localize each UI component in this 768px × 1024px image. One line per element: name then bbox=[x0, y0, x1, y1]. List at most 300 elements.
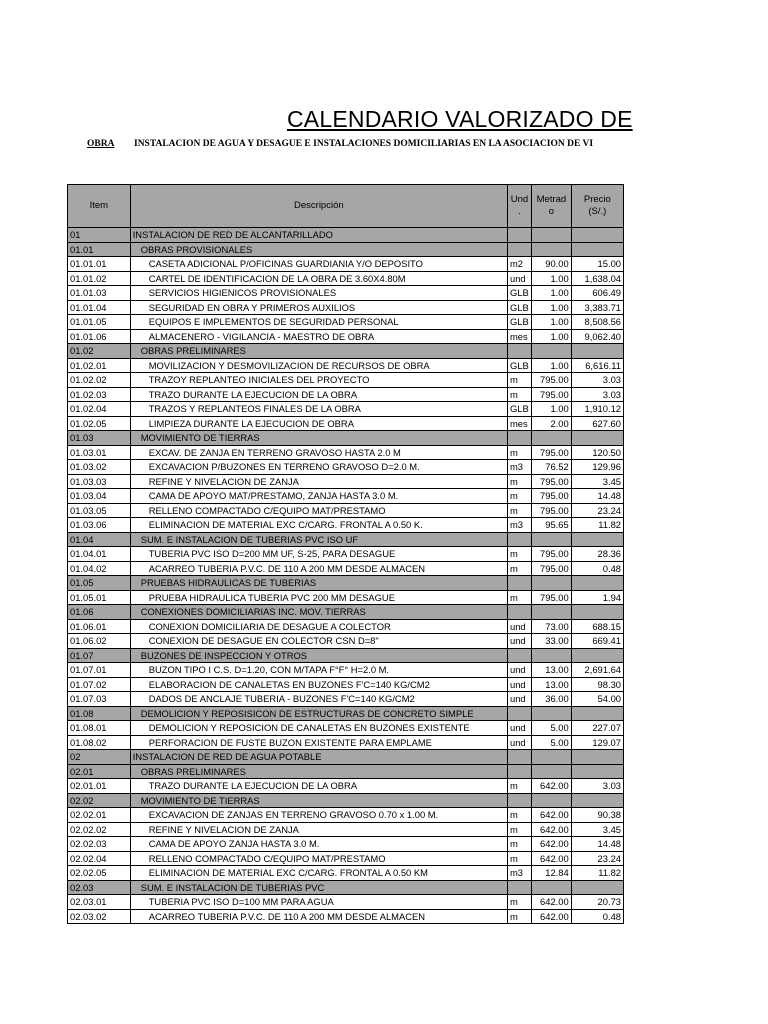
description-cell: RELLENO COMPACTADO C/EQUIPO MAT/PRESTAMO bbox=[130, 851, 507, 866]
precio-cell: 90.38 bbox=[571, 808, 623, 823]
unit-cell: m bbox=[507, 808, 531, 823]
description-cell: TRAZOS Y REPLANTEOS FINALES DE LA OBRA bbox=[130, 402, 507, 417]
table-row bbox=[68, 692, 624, 707]
description-cell: SUM. E INSTALACION DE TUBERIAS PVC bbox=[130, 880, 507, 895]
unit-cell bbox=[507, 648, 531, 663]
precio-cell: 23.24 bbox=[571, 503, 623, 518]
table-row bbox=[68, 561, 624, 576]
item-cell: 02.01 bbox=[68, 764, 131, 779]
metrado-cell bbox=[532, 228, 572, 243]
metrado-cell bbox=[532, 532, 572, 547]
precio-cell: 3.03 bbox=[571, 387, 623, 402]
unit-cell: m bbox=[507, 561, 531, 576]
description-cell: CONEXIONES DOMICILIARIAS INC. MOV. TIERRAS bbox=[130, 605, 507, 620]
metrado-cell bbox=[532, 431, 572, 446]
item-cell: 02.03.02 bbox=[68, 909, 131, 924]
metrado-cell: 1.00 bbox=[532, 300, 572, 315]
table-body bbox=[68, 228, 624, 924]
item-cell: 01.04 bbox=[68, 532, 131, 547]
table-row bbox=[68, 808, 624, 823]
unit-cell bbox=[507, 750, 531, 765]
table-group-row bbox=[68, 793, 624, 808]
unit-cell bbox=[507, 764, 531, 779]
item-cell: 01.01.04 bbox=[68, 300, 131, 315]
metrado-cell bbox=[532, 764, 572, 779]
item-cell: 01.07.01 bbox=[68, 663, 131, 678]
unit-cell: m bbox=[507, 909, 531, 924]
description-cell: TUBERIA PVC ISO D=100 MM PARA AGUA bbox=[130, 895, 507, 910]
table-row bbox=[68, 445, 624, 460]
description-cell: ACARREO TUBERIA P.V.C. DE 110 A 200 MM DESDE ALMACEN bbox=[130, 909, 507, 924]
table-row bbox=[68, 590, 624, 605]
item-cell: 01.02 bbox=[68, 344, 131, 359]
precio-cell: 9,062.40 bbox=[571, 329, 623, 344]
table-row bbox=[68, 315, 624, 330]
table-row bbox=[68, 547, 624, 562]
table-row bbox=[68, 895, 624, 910]
item-cell: 02.02.04 bbox=[68, 851, 131, 866]
unit-cell: m bbox=[507, 837, 531, 852]
description-cell: PERFORACION DE FUSTE BUZON EXISTENTE PARA EMPLAME bbox=[130, 735, 507, 750]
precio-cell: 3,383.71 bbox=[571, 300, 623, 315]
document-title: CALENDARIO VALORIZADO DE bbox=[287, 106, 633, 132]
precio-cell: 669.41 bbox=[571, 634, 623, 649]
unit-cell: m bbox=[507, 445, 531, 460]
table-row bbox=[68, 402, 624, 417]
table-group-row bbox=[68, 344, 624, 359]
precio-cell: 11.82 bbox=[571, 866, 623, 881]
unit-cell: m bbox=[507, 489, 531, 504]
precio-cell: 15.00 bbox=[571, 257, 623, 272]
description-cell: EXCAVACION P/BUZONES EN TERRENO GRAVOSO D=2.0 M. bbox=[130, 460, 507, 475]
item-cell: 01.06.01 bbox=[68, 619, 131, 634]
unit-cell: m3 bbox=[507, 518, 531, 533]
precio-cell: 120.50 bbox=[571, 445, 623, 460]
table-row bbox=[68, 619, 624, 634]
unit-cell: m3 bbox=[507, 460, 531, 475]
unit-cell bbox=[507, 344, 531, 359]
description-cell: OBRAS PRELIMINARES bbox=[130, 764, 507, 779]
unit-cell bbox=[507, 228, 531, 243]
precio-cell bbox=[571, 344, 623, 359]
budget-table bbox=[67, 184, 624, 924]
metrado-cell: 795.00 bbox=[532, 561, 572, 576]
item-cell: 01 bbox=[68, 228, 131, 243]
description-cell: MOVILIZACION Y DESMOVILIZACION DE RECURSOS DE OBRA bbox=[130, 358, 507, 373]
unit-cell: und bbox=[507, 634, 531, 649]
metrado-cell: 1.00 bbox=[532, 315, 572, 330]
item-cell: 01.01 bbox=[68, 242, 131, 257]
metrado-cell: 642.00 bbox=[532, 909, 572, 924]
table-group-row bbox=[68, 532, 624, 547]
description-cell: ACARREO TUBERIA P.V.C. DE 110 A 200 MM DESDE ALMACEN bbox=[130, 561, 507, 576]
precio-cell bbox=[571, 750, 623, 765]
precio-cell bbox=[571, 764, 623, 779]
unit-cell: und bbox=[507, 271, 531, 286]
unit-cell: und bbox=[507, 663, 531, 678]
metrado-cell: 36.00 bbox=[532, 692, 572, 707]
precio-cell: 1,638.04 bbox=[571, 271, 623, 286]
unit-cell: m bbox=[507, 779, 531, 794]
table-header bbox=[68, 185, 624, 228]
metrado-cell: 12.84 bbox=[532, 866, 572, 881]
unit-cell bbox=[507, 431, 531, 446]
header-item: Item bbox=[68, 185, 131, 228]
unit-cell: und bbox=[507, 692, 531, 707]
item-cell: 01.05.01 bbox=[68, 590, 131, 605]
metrado-cell: 13.00 bbox=[532, 663, 572, 678]
metrado-cell: 795.00 bbox=[532, 373, 572, 388]
metrado-cell: 795.00 bbox=[532, 489, 572, 504]
metrado-cell bbox=[532, 793, 572, 808]
unit-cell: und bbox=[507, 619, 531, 634]
item-cell: 01.03 bbox=[68, 431, 131, 446]
metrado-cell bbox=[532, 648, 572, 663]
item-cell: 02.02 bbox=[68, 793, 131, 808]
description-cell: CONEXION DE DESAGUE EN COLECTOR CSN D=8" bbox=[130, 634, 507, 649]
table-group-row bbox=[68, 648, 624, 663]
unit-cell: und bbox=[507, 735, 531, 750]
item-cell: 01.01.01 bbox=[68, 257, 131, 272]
description-cell: TUBERIA PVC ISO D=200 MM UF, S-25, PARA DESAGUE bbox=[130, 547, 507, 562]
description-cell: DEMOLICION Y REPOSICION DE CANALETAS EN BUZONES EXISTENTE bbox=[130, 721, 507, 736]
item-cell: 01.02.03 bbox=[68, 387, 131, 402]
precio-cell bbox=[571, 648, 623, 663]
precio-cell: 1,910.12 bbox=[571, 402, 623, 417]
description-cell: EXCAVACION DE ZANJAS EN TERRENO GRAVOSO 0.70 x 1.00 M. bbox=[130, 808, 507, 823]
description-cell: TRAZOY REPLANTEO INICIALES DEL PROYECTO bbox=[130, 373, 507, 388]
unit-cell: m3 bbox=[507, 866, 531, 881]
description-cell: RELLENO COMPACTADO C/EQUIPO MAT/PRESTAMO bbox=[130, 503, 507, 518]
description-cell: DEMOLICION Y REPOSISICON DE ESTRUCTURAS DE CONCRETO SIMPLE bbox=[130, 706, 507, 721]
description-cell: ELIMINACION DE MATERIAL EXC C/CARG. FRONTAL A 0.50 KM bbox=[130, 866, 507, 881]
precio-cell: 8,508.56 bbox=[571, 315, 623, 330]
item-cell: 01.04.02 bbox=[68, 561, 131, 576]
description-cell: INSTALACION DE RED DE ALCANTARILLADO bbox=[130, 228, 507, 243]
table-row bbox=[68, 779, 624, 794]
table-row bbox=[68, 822, 624, 837]
unit-cell: m bbox=[507, 474, 531, 489]
item-cell: 01.03.04 bbox=[68, 489, 131, 504]
metrado-cell: 795.00 bbox=[532, 445, 572, 460]
precio-cell: 129.07 bbox=[571, 735, 623, 750]
unit-cell: GLB bbox=[507, 300, 531, 315]
precio-cell bbox=[571, 242, 623, 257]
metrado-cell: 5.00 bbox=[532, 735, 572, 750]
table-row bbox=[68, 286, 624, 301]
item-cell: 01.03.05 bbox=[68, 503, 131, 518]
precio-cell: 2,691.64 bbox=[571, 663, 623, 678]
description-cell: OBRAS PROVISIONALES bbox=[130, 242, 507, 257]
metrado-cell: 795.00 bbox=[532, 503, 572, 518]
precio-cell bbox=[571, 431, 623, 446]
unit-cell: m bbox=[507, 895, 531, 910]
table-row bbox=[68, 329, 624, 344]
description-cell: SEGURIDAD EN OBRA Y PRIMEROS AUXILIOS bbox=[130, 300, 507, 315]
unit-cell bbox=[507, 242, 531, 257]
item-cell: 01.05 bbox=[68, 576, 131, 591]
table-row bbox=[68, 300, 624, 315]
item-cell: 01.03.03 bbox=[68, 474, 131, 489]
header-und: Und . bbox=[507, 185, 531, 228]
metrado-cell: 1.00 bbox=[532, 402, 572, 417]
item-cell: 01.03.01 bbox=[68, 445, 131, 460]
item-cell: 01.01.06 bbox=[68, 329, 131, 344]
item-cell: 01.01.02 bbox=[68, 271, 131, 286]
table-group-row bbox=[68, 431, 624, 446]
description-cell: BUZON TIPO I C.S. D=1.20, CON M/TAPA F°F° H=2.0 M. bbox=[130, 663, 507, 678]
precio-cell: 54.00 bbox=[571, 692, 623, 707]
description-cell: EXCAV. DE ZANJA EN TERRENO GRAVOSO HASTA 2.0 M bbox=[130, 445, 507, 460]
metrado-cell bbox=[532, 706, 572, 721]
item-cell: 01.02.02 bbox=[68, 373, 131, 388]
metrado-cell: 795.00 bbox=[532, 547, 572, 562]
table-row bbox=[68, 851, 624, 866]
table-row bbox=[68, 257, 624, 272]
table-group-row bbox=[68, 764, 624, 779]
description-cell: TRAZO DURANTE LA EJECUCION DE LA OBRA bbox=[130, 779, 507, 794]
item-cell: 02.02.05 bbox=[68, 866, 131, 881]
metrado-cell: 642.00 bbox=[532, 779, 572, 794]
description-cell: ELABORACION DE CANALETAS EN BUZONES F'C=140 KG/CM2 bbox=[130, 677, 507, 692]
precio-cell: 227.07 bbox=[571, 721, 623, 736]
item-cell: 01.02.01 bbox=[68, 358, 131, 373]
unit-cell: GLB bbox=[507, 402, 531, 417]
unit-cell: m bbox=[507, 373, 531, 388]
unit-cell: m bbox=[507, 387, 531, 402]
obra-value: INSTALACION DE AGUA Y DESAGUE E INSTALACIONES DOMICILIARIAS EN LA ASOCIACION DE VI bbox=[134, 139, 594, 149]
precio-cell bbox=[571, 880, 623, 895]
precio-cell: 688.15 bbox=[571, 619, 623, 634]
table-group-row bbox=[68, 576, 624, 591]
description-cell: ELIMINACION DE MATERIAL EXC C/CARG. FRONTAL A 0.50 K. bbox=[130, 518, 507, 533]
unit-cell: m bbox=[507, 547, 531, 562]
precio-cell: 1.94 bbox=[571, 590, 623, 605]
metrado-cell: 1.00 bbox=[532, 358, 572, 373]
metrado-cell: 795.00 bbox=[532, 590, 572, 605]
metrado-cell: 642.00 bbox=[532, 895, 572, 910]
metrado-cell: 90.00 bbox=[532, 257, 572, 272]
table-group-row bbox=[68, 228, 624, 243]
item-cell: 01.03.02 bbox=[68, 460, 131, 475]
item-cell: 02.03.01 bbox=[68, 895, 131, 910]
item-cell: 01.07 bbox=[68, 648, 131, 663]
precio-cell: 14.48 bbox=[571, 489, 623, 504]
description-cell: CASETA ADICIONAL P/OFICINAS GUARDIANIA Y/O DEPOSITO bbox=[130, 257, 507, 272]
item-cell: 02.02.01 bbox=[68, 808, 131, 823]
precio-cell bbox=[571, 793, 623, 808]
precio-cell: 98.30 bbox=[571, 677, 623, 692]
description-cell: TRAZO DURANTE LA EJECUCION DE LA OBRA bbox=[130, 387, 507, 402]
precio-cell bbox=[571, 532, 623, 547]
item-cell: 01.06 bbox=[68, 605, 131, 620]
precio-cell bbox=[571, 228, 623, 243]
metrado-cell: 1.00 bbox=[532, 329, 572, 344]
unit-cell: m2 bbox=[507, 257, 531, 272]
metrado-cell: 76.52 bbox=[532, 460, 572, 475]
metrado-cell bbox=[532, 605, 572, 620]
table-row bbox=[68, 909, 624, 924]
header-metrado: Metrad o bbox=[532, 185, 572, 228]
unit-cell: und bbox=[507, 721, 531, 736]
metrado-cell: 2.00 bbox=[532, 416, 572, 431]
item-cell: 01.01.05 bbox=[68, 315, 131, 330]
table-row bbox=[68, 474, 624, 489]
item-cell: 02.02.03 bbox=[68, 837, 131, 852]
unit-cell bbox=[507, 532, 531, 547]
description-cell: CAMA DE APOYO ZANJA HASTA 3.0 M. bbox=[130, 837, 507, 852]
unit-cell bbox=[507, 880, 531, 895]
unit-cell: GLB bbox=[507, 315, 531, 330]
table-row bbox=[68, 503, 624, 518]
unit-cell bbox=[507, 706, 531, 721]
unit-cell bbox=[507, 576, 531, 591]
metrado-cell: 642.00 bbox=[532, 851, 572, 866]
precio-cell: 11.82 bbox=[571, 518, 623, 533]
metrado-cell: 642.00 bbox=[532, 822, 572, 837]
precio-cell: 0.48 bbox=[571, 561, 623, 576]
unit-cell: GLB bbox=[507, 286, 531, 301]
table-group-row bbox=[68, 750, 624, 765]
table-row bbox=[68, 373, 624, 388]
precio-cell: 3.45 bbox=[571, 474, 623, 489]
description-cell: PRUEBA HIDRAULICA TUBERIA PVC 200 MM DESAGUE bbox=[130, 590, 507, 605]
metrado-cell: 795.00 bbox=[532, 474, 572, 489]
precio-cell: 129.96 bbox=[571, 460, 623, 475]
description-cell: MOVIMIENTO DE TIERRAS bbox=[130, 793, 507, 808]
precio-cell bbox=[571, 605, 623, 620]
item-cell: 01.08.02 bbox=[68, 735, 131, 750]
table-row bbox=[68, 518, 624, 533]
item-cell: 01.02.04 bbox=[68, 402, 131, 417]
item-cell: 01.08.01 bbox=[68, 721, 131, 736]
table-row bbox=[68, 866, 624, 881]
unit-cell bbox=[507, 605, 531, 620]
description-cell: SUM. E INSTALACION DE TUBERIAS PVC ISO UF bbox=[130, 532, 507, 547]
metrado-cell bbox=[532, 750, 572, 765]
unit-cell: mes bbox=[507, 329, 531, 344]
table-row bbox=[68, 677, 624, 692]
metrado-cell: 642.00 bbox=[532, 808, 572, 823]
metrado-cell: 33.00 bbox=[532, 634, 572, 649]
metrado-cell: 642.00 bbox=[532, 837, 572, 852]
item-cell: 02.02.02 bbox=[68, 822, 131, 837]
description-cell: SERVICIOS HIGIENICOS PROVISIONALES bbox=[130, 286, 507, 301]
unit-cell: GLB bbox=[507, 358, 531, 373]
table-group-row bbox=[68, 242, 624, 257]
item-cell: 01.08 bbox=[68, 706, 131, 721]
table-group-row bbox=[68, 880, 624, 895]
precio-cell: 3.03 bbox=[571, 779, 623, 794]
description-cell: PRUEBAS HIDRAULICAS DE TUBERIAS bbox=[130, 576, 507, 591]
unit-cell: mes bbox=[507, 416, 531, 431]
item-cell: 02.03 bbox=[68, 880, 131, 895]
table-row bbox=[68, 416, 624, 431]
metrado-cell: 73.00 bbox=[532, 619, 572, 634]
item-cell: 01.02.05 bbox=[68, 416, 131, 431]
item-cell: 02.01.01 bbox=[68, 779, 131, 794]
description-cell: CARTEL DE IDENTIFICACION DE LA OBRA DE 3.60X4.80M bbox=[130, 271, 507, 286]
precio-cell: 28.36 bbox=[571, 547, 623, 562]
description-cell: EQUIPOS E IMPLEMENTOS DE SEGURIDAD PERSONAL bbox=[130, 315, 507, 330]
description-cell: OBRAS PRELIMINARES bbox=[130, 344, 507, 359]
unit-cell: und bbox=[507, 677, 531, 692]
precio-cell: 14.48 bbox=[571, 837, 623, 852]
table-row bbox=[68, 663, 624, 678]
description-cell: CONEXION DOMICILIARIA DE DESAGUE A COLECTOR bbox=[130, 619, 507, 634]
item-cell: 01.07.03 bbox=[68, 692, 131, 707]
metrado-cell: 1.00 bbox=[532, 271, 572, 286]
precio-cell bbox=[571, 576, 623, 591]
precio-cell: 20.73 bbox=[571, 895, 623, 910]
description-cell: INSTALACION DE RED DE AGUA POTABLE bbox=[130, 750, 507, 765]
header-row bbox=[68, 185, 624, 228]
precio-cell: 0.48 bbox=[571, 909, 623, 924]
metrado-cell: 795.00 bbox=[532, 387, 572, 402]
obra-label: OBRA bbox=[87, 139, 115, 149]
metrado-cell bbox=[532, 344, 572, 359]
precio-cell: 3.45 bbox=[571, 822, 623, 837]
unit-cell: m bbox=[507, 851, 531, 866]
metrado-cell: 5.00 bbox=[532, 721, 572, 736]
precio-cell: 23.24 bbox=[571, 851, 623, 866]
metrado-cell bbox=[532, 880, 572, 895]
description-cell: BUZONES DE INSPECCION Y OTROS bbox=[130, 648, 507, 663]
table-row bbox=[68, 387, 624, 402]
table-group-row bbox=[68, 605, 624, 620]
precio-cell: 3.03 bbox=[571, 373, 623, 388]
metrado-cell bbox=[532, 576, 572, 591]
metrado-cell: 95.65 bbox=[532, 518, 572, 533]
precio-cell bbox=[571, 706, 623, 721]
unit-cell: m bbox=[507, 822, 531, 837]
table-group-row bbox=[68, 706, 624, 721]
description-cell: LIMPIEZA DURANTE LA EJECUCION DE OBRA bbox=[130, 416, 507, 431]
metrado-cell bbox=[532, 242, 572, 257]
description-cell: DADOS DE ANCLAJE TUBERIA - BUZONES F'C=140 KG/CM2 bbox=[130, 692, 507, 707]
item-cell: 01.07.02 bbox=[68, 677, 131, 692]
precio-cell: 6,616.11 bbox=[571, 358, 623, 373]
table-row bbox=[68, 634, 624, 649]
header-precio: Precio (S/.) bbox=[571, 185, 623, 228]
table-row bbox=[68, 358, 624, 373]
item-cell: 01.04.01 bbox=[68, 547, 131, 562]
unit-cell: m bbox=[507, 503, 531, 518]
table-row bbox=[68, 460, 624, 475]
metrado-cell: 13.00 bbox=[532, 677, 572, 692]
description-cell: ALMACENERO - VIGILANCIA - MAESTRO DE OBRA bbox=[130, 329, 507, 344]
metrado-cell: 1.00 bbox=[532, 286, 572, 301]
description-cell: REFINE Y NIVELACION DE ZANJA bbox=[130, 474, 507, 489]
description-cell: CAMA DE APOYO MAT/PRESTAMO, ZANJA HASTA 3.0 M. bbox=[130, 489, 507, 504]
description-cell: MOVIMIENTO DE TIERRAS bbox=[130, 431, 507, 446]
description-cell: REFINE Y NIVELACION DE ZANJA bbox=[130, 822, 507, 837]
unit-cell: m bbox=[507, 590, 531, 605]
item-cell: 01.01.03 bbox=[68, 286, 131, 301]
precio-cell: 627.60 bbox=[571, 416, 623, 431]
precio-cell: 606.49 bbox=[571, 286, 623, 301]
unit-cell bbox=[507, 793, 531, 808]
item-cell: 02 bbox=[68, 750, 131, 765]
table-row bbox=[68, 735, 624, 750]
table-row bbox=[68, 721, 624, 736]
item-cell: 01.06.02 bbox=[68, 634, 131, 649]
item-cell: 01.03.06 bbox=[68, 518, 131, 533]
table-row bbox=[68, 489, 624, 504]
table-row bbox=[68, 271, 624, 286]
header-descripcion: Descripción bbox=[130, 185, 507, 228]
table-row bbox=[68, 837, 624, 852]
